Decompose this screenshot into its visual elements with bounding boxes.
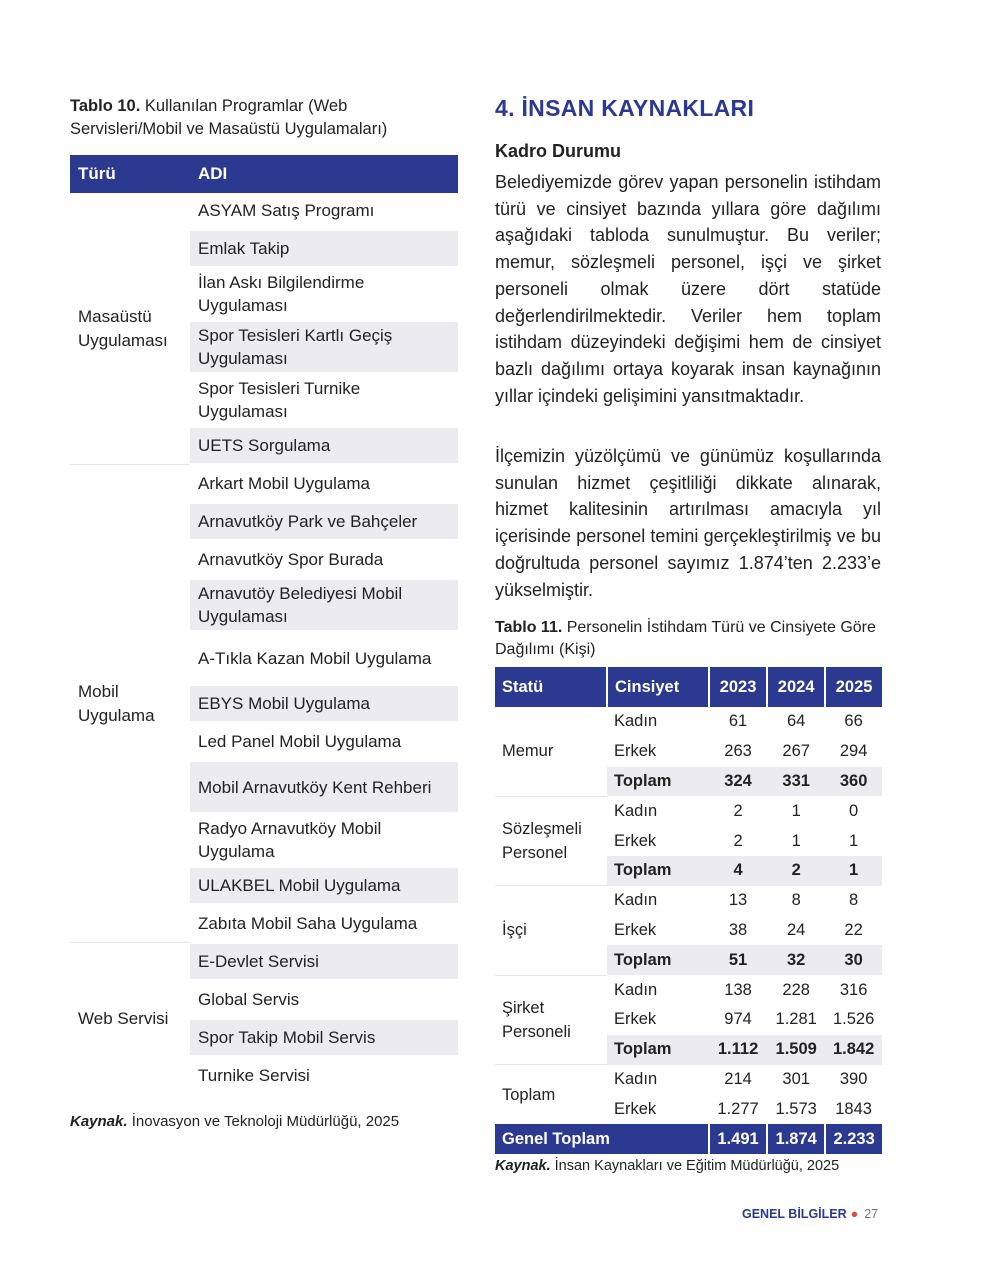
- value-cell: 2: [733, 831, 743, 850]
- table10-caption-number: Tablo 10.: [70, 97, 141, 115]
- grand-total-label: Genel Toplam: [495, 1124, 709, 1154]
- value-cell: 1: [849, 831, 859, 850]
- table10-source-label: Kaynak.: [70, 1113, 128, 1130]
- header-type: Türü: [70, 155, 190, 193]
- table10-source: [70, 1113, 399, 1130]
- gender-cell: Kadın: [614, 801, 658, 820]
- gender-cell: Kadın: [614, 980, 658, 999]
- category-cell: Web Servisi: [70, 943, 190, 1095]
- left-column: [70, 95, 458, 1130]
- table11-caption: [495, 617, 883, 661]
- value-cell: 324: [709, 767, 767, 797]
- gender-cell: Kadın: [614, 891, 658, 910]
- paragraph-1: Belediyemizde görev yapan personelin istihdam türü ve cinsiyet bazında yıllara göre dağılımı aşağıdaki tabloda sunulmuştur. Bu veriler; memur, sözleşmeli personel, işçi ve şirket personeli olmak üzere dört statüde değerlendirilmektedir. Veriler hem toplam istihdam düzeyindeki değişimi hem de cinsiyet bazlı dağılımı ortaya koyarak insan kaynağının yıllar içindeki gelişimini yansıtmaktadır.: [495, 172, 881, 406]
- value-cell: 390: [839, 1069, 868, 1088]
- value-cell: 294: [839, 742, 868, 761]
- value-cell: 1: [825, 856, 882, 886]
- value-cell: 64: [786, 712, 806, 731]
- header-2025: 2025: [825, 667, 882, 707]
- program-name-cell: Spor Tesisleri Kartlı Geçiş Uygulaması: [190, 321, 458, 374]
- value-cell: 138: [724, 980, 752, 999]
- table11-source-text: İnsan Kaynakları ve Eğitim Müdürlüğü, 2025: [550, 1158, 840, 1174]
- program-name-cell: UETS Sorgulama: [190, 427, 458, 465]
- value-cell: 1.509: [767, 1035, 825, 1065]
- program-name-cell: Mobil Arnavutköy Kent Rehberi: [190, 761, 458, 814]
- personnel-table: [495, 667, 882, 1154]
- table-row: [70, 465, 458, 503]
- table11-header-row: [495, 667, 882, 707]
- programs-table: [70, 155, 458, 1096]
- value-cell: 24: [786, 920, 806, 939]
- program-name-cell: Spor Tesisleri Turnike Uygulaması: [190, 374, 458, 427]
- table10-source-text: İnovasyon ve Teknoloji Müdürlüğü, 2025: [127, 1113, 400, 1130]
- paragraph-2: İlçemizin yüzölçümü ve günümüz koşullarında sunulan hizmet çeşitliliği dikkate alınarak, hizmet kalitesinin artırılması amacıyla yıl içerisinde personel temini gerçekleştirilmiş ve bu doğrultuda personel sayımız 1.874’ten 2.233’e yükselmiştir.: [495, 446, 881, 600]
- section-subtitle: Kadro Durumu: [495, 141, 621, 161]
- program-name-cell: Spor Takip Mobil Servis: [190, 1019, 458, 1057]
- value-cell: 8: [849, 891, 859, 910]
- table11-caption-number: Tablo 11.: [495, 619, 563, 636]
- header-2024: 2024: [767, 667, 825, 707]
- category-cell: Mobil Uygulama: [70, 465, 190, 943]
- grand-total-row: [495, 1124, 882, 1154]
- section-title: 4. İNSAN KAYNAKLARI: [495, 95, 755, 121]
- value-cell: 66: [844, 712, 863, 731]
- right-column: [495, 95, 883, 1174]
- program-name-cell: Arnavutöy Belediyesi Mobil Uygulaması: [190, 579, 458, 632]
- gender-cell: Toplam: [607, 856, 709, 886]
- table11-source: [495, 1158, 839, 1174]
- table-row: [495, 975, 882, 1005]
- program-name-cell: A-Tıkla Kazan Mobil Uygulama: [190, 632, 458, 685]
- program-name-cell: Emlak Takip: [190, 230, 458, 268]
- program-name-cell: Arnavutköy Park ve Bahçeler: [190, 503, 458, 541]
- page-footer: [742, 1207, 878, 1221]
- table-row: [70, 193, 458, 230]
- value-cell: 301: [782, 1069, 810, 1088]
- gender-cell: Toplam: [607, 767, 709, 797]
- value-cell: 2: [767, 856, 825, 886]
- table10-header-row: [70, 155, 458, 193]
- value-cell: 1.281: [775, 1010, 817, 1029]
- table11-caption-text: Personelin İstihdam Türü ve Cinsiyete Göre Dağılımı (Kişi): [495, 619, 876, 658]
- value-cell: 2: [733, 801, 743, 820]
- status-cell: İşçi: [495, 886, 607, 975]
- header-status: Statü: [495, 667, 607, 707]
- value-cell: 974: [724, 1010, 752, 1029]
- value-cell: 38: [728, 920, 748, 939]
- value-cell: 267: [782, 742, 810, 761]
- value-cell: 1.277: [717, 1099, 759, 1118]
- header-gender: Cinsiyet: [607, 667, 709, 707]
- program-name-cell: Zabıta Mobil Saha Uygulama: [190, 905, 458, 943]
- value-cell: 51: [709, 945, 767, 975]
- gender-cell: Toplam: [607, 945, 709, 975]
- gender-cell: Erkek: [614, 831, 657, 850]
- program-name-cell: Global Servis: [190, 981, 458, 1019]
- gender-cell: Erkek: [614, 1010, 657, 1029]
- value-cell: 13: [728, 891, 748, 910]
- grand-total-value: 1.874: [767, 1124, 825, 1154]
- value-cell: 22: [844, 920, 863, 939]
- value-cell: 1.573: [775, 1099, 817, 1118]
- program-name-cell: Arkart Mobil Uygulama: [190, 465, 458, 503]
- value-cell: 331: [767, 767, 825, 797]
- grand-total-value: 2.233: [825, 1124, 882, 1154]
- value-cell: 61: [728, 712, 748, 731]
- header-2023: 2023: [709, 667, 767, 707]
- program-name-cell: E-Devlet Servisi: [190, 943, 458, 981]
- bullet-dot-icon: ●: [850, 1207, 859, 1221]
- status-cell: Toplam: [495, 1065, 607, 1125]
- gender-cell: Kadın: [614, 712, 658, 731]
- footer-section-label: GENEL BİLGİLER: [742, 1207, 847, 1221]
- gender-cell: Kadın: [614, 1069, 658, 1088]
- value-cell: 214: [724, 1069, 752, 1088]
- value-cell: 1.112: [709, 1035, 767, 1065]
- table-row: [70, 943, 458, 981]
- program-name-cell: Arnavutköy Spor Burada: [190, 541, 458, 579]
- value-cell: 0: [849, 801, 859, 820]
- category-cell: Masaüstü Uygulaması: [78, 306, 168, 350]
- value-cell: 1.842: [825, 1035, 882, 1065]
- value-cell: 1.526: [832, 1010, 875, 1029]
- value-cell: 1: [791, 801, 801, 820]
- value-cell: 360: [825, 767, 882, 797]
- gender-cell: Toplam: [607, 1035, 709, 1065]
- table-row: [495, 796, 882, 826]
- table10-caption-text: Kullanılan Programlar (Web Servisleri/Mobil ve Masaüstü Uygulamaları): [70, 97, 388, 138]
- value-cell: 228: [782, 980, 810, 999]
- program-name-cell: Turnike Servisi: [190, 1057, 458, 1095]
- page-number: 27: [864, 1207, 879, 1221]
- status-cell: Şirket Personeli: [495, 975, 607, 1064]
- grand-total-value: 1.491: [709, 1124, 767, 1154]
- header-name: ADI: [190, 155, 458, 193]
- value-cell: 316: [839, 980, 868, 999]
- value-cell: 30: [825, 945, 882, 975]
- gender-cell: Erkek: [614, 920, 657, 939]
- gender-cell: Erkek: [614, 742, 657, 761]
- program-name-cell: ASYAM Satış Programı: [190, 193, 458, 230]
- value-cell: 4: [709, 856, 767, 886]
- table-row: [495, 886, 882, 916]
- table-row: [495, 707, 882, 737]
- program-name-cell: EBYS Mobil Uygulama: [190, 685, 458, 723]
- status-cell: Memur: [502, 742, 554, 761]
- value-cell: 32: [767, 945, 825, 975]
- gender-cell: Erkek: [614, 1099, 657, 1118]
- value-cell: 1843: [835, 1099, 872, 1118]
- table-row: [495, 1065, 882, 1095]
- program-name-cell: İlan Askı Bilgilendirme Uygulaması: [190, 268, 458, 321]
- program-name-cell: ULAKBEL Mobil Uygulama: [190, 867, 458, 905]
- value-cell: 1: [791, 831, 801, 850]
- program-name-cell: Radyo Arnavutköy Mobil Uygulama: [190, 814, 458, 867]
- status-cell: Sözleşmeli Personel: [495, 796, 607, 885]
- table11-source-label: Kaynak.: [495, 1158, 551, 1174]
- program-name-cell: Led Panel Mobil Uygulama: [190, 723, 458, 761]
- value-cell: 8: [791, 891, 801, 910]
- value-cell: 263: [724, 742, 752, 761]
- table10-caption: [70, 95, 458, 141]
